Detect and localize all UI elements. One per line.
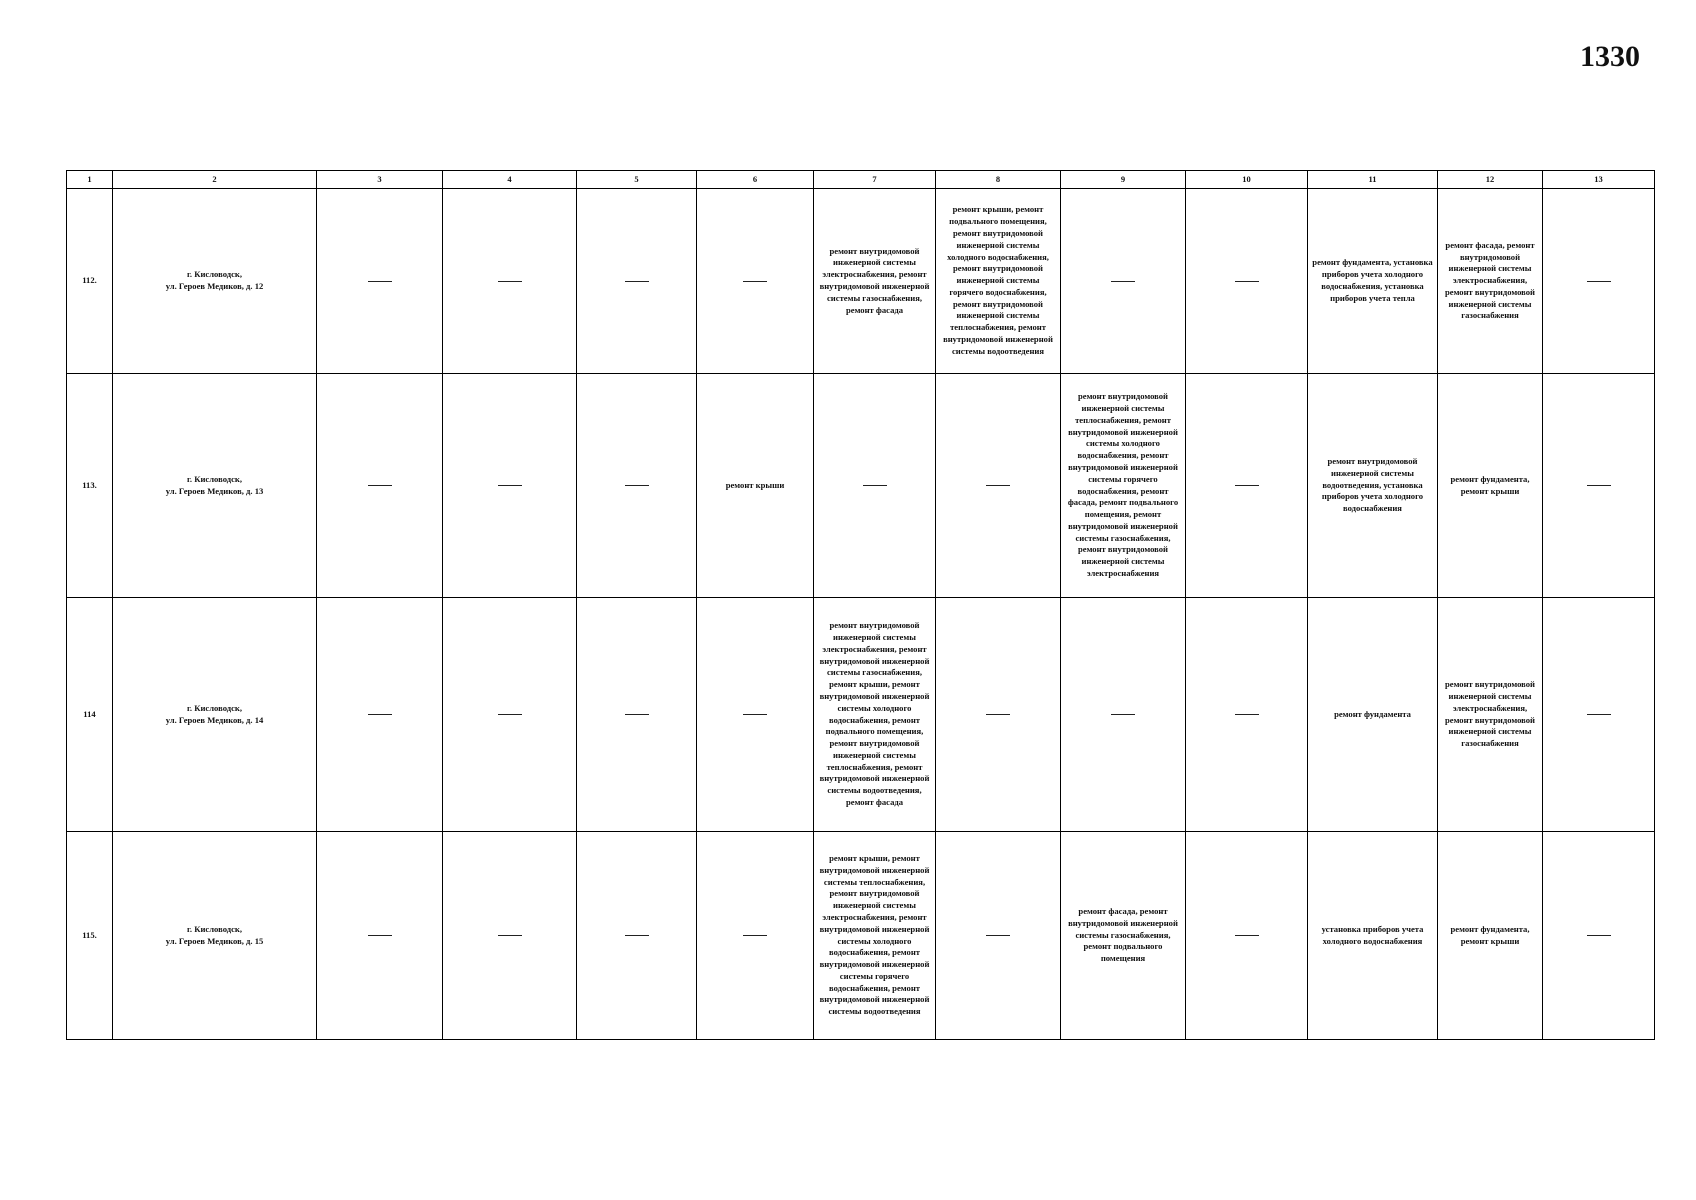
dash-cell — [936, 598, 1061, 832]
dash-cell — [443, 189, 577, 374]
dash-mark — [986, 714, 1010, 715]
dash-cell — [1186, 598, 1308, 832]
dash-cell — [697, 598, 814, 832]
dash-mark — [625, 281, 649, 282]
dash-mark — [1587, 485, 1611, 486]
table-row — [67, 374, 1655, 598]
dash-mark — [368, 281, 392, 282]
dash-mark — [498, 281, 522, 282]
work-cell: ремонт внутридомовой инженерной системы электроснабжения, ремонт внутридомовой инженерной системы газоснабжения, ремонт фасада — [814, 189, 936, 374]
column-header: 4 — [443, 171, 577, 189]
dash-mark — [986, 935, 1010, 936]
dash-cell — [1186, 832, 1308, 1040]
dash-mark — [498, 714, 522, 715]
address-cell — [113, 374, 317, 598]
dash-mark — [986, 485, 1010, 486]
work-cell: ремонт крыши — [697, 374, 814, 598]
dash-cell — [1543, 189, 1655, 374]
column-header: 13 — [1543, 171, 1655, 189]
repair-schedule-table — [66, 170, 1655, 1040]
dash-cell — [317, 832, 443, 1040]
table-row — [67, 598, 1655, 832]
dash-mark — [368, 714, 392, 715]
address-city: г. Кисловодск, — [186, 269, 243, 280]
dash-cell — [1543, 374, 1655, 598]
dash-cell — [1061, 598, 1186, 832]
work-cell: ремонт фундамента, ремонт крыши — [1438, 374, 1543, 598]
dash-mark — [368, 935, 392, 936]
column-header: 1 — [67, 171, 113, 189]
dash-mark — [1587, 935, 1611, 936]
work-cell: ремонт внутридомовой инженерной системы электроснабжения, ремонт внутридомовой инженерной системы газоснабжения — [1438, 598, 1543, 832]
work-cell: ремонт крыши, ремонт подвального помещения, ремонт внутридомовой инженерной системы холодного водоснабжения, ремонт внутридомовой инженерной системы горячего водоснабжения, ремонт внутридомовой инженерной системы теплоснабжения, ремонт внутридомовой инженерной системы водоотведения — [936, 189, 1061, 374]
dash-mark — [863, 485, 887, 486]
dash-cell — [1061, 189, 1186, 374]
column-header: 9 — [1061, 171, 1186, 189]
column-header: 3 — [317, 171, 443, 189]
address-city: г. Кисловодск, — [186, 473, 243, 484]
address-cell — [113, 598, 317, 832]
work-cell: ремонт внутридомовой инженерной системы водоотведения, установка приборов учета холодного водоснабжения — [1308, 374, 1438, 598]
dash-mark — [498, 485, 522, 486]
dash-cell — [443, 598, 577, 832]
dash-cell — [814, 374, 936, 598]
work-cell: установка приборов учета холодного водоснабжения — [1308, 832, 1438, 1040]
column-header: 6 — [697, 171, 814, 189]
dash-mark — [498, 935, 522, 936]
dash-cell — [317, 598, 443, 832]
dash-mark — [625, 714, 649, 715]
dash-cell — [1543, 598, 1655, 832]
table-row — [67, 189, 1655, 374]
dash-cell — [443, 832, 577, 1040]
dash-cell — [1186, 374, 1308, 598]
dash-mark — [625, 485, 649, 486]
address-street: ул. Героев Медиков, д. 13 — [165, 485, 264, 496]
dash-cell — [317, 374, 443, 598]
column-number-header — [67, 171, 1655, 189]
row-number: 112. — [67, 189, 113, 374]
dash-mark — [743, 935, 767, 936]
dash-cell — [1186, 189, 1308, 374]
dash-mark — [368, 485, 392, 486]
row-number: 115. — [67, 832, 113, 1040]
work-cell: ремонт фундамента — [1308, 598, 1438, 832]
dash-cell — [936, 374, 1061, 598]
address-street: ул. Героев Медиков, д. 12 — [165, 281, 264, 291]
column-header: 11 — [1308, 171, 1438, 189]
dash-mark — [1235, 935, 1259, 936]
dash-cell — [317, 189, 443, 374]
dash-mark — [1111, 281, 1135, 282]
column-header: 8 — [936, 171, 1061, 189]
work-cell: ремонт внутридомовой инженерной системы электроснабжения, ремонт внутридомовой инженерной системы газоснабжения, ремонт крыши, ремонт внутридомовой инженерной системы холодного водоснабжения, ремонт подвального помещения, ремонт внутридомовой инженерной системы теплоснабжения, ремонт внутридомовой инженерной системы водоотведения, ремонт фасада — [814, 598, 936, 832]
work-cell: ремонт фундамента, установка приборов учета холодного водоснабжения, установка приборов учета тепла — [1308, 189, 1438, 374]
column-header: 5 — [577, 171, 697, 189]
work-cell: ремонт фасада, ремонт внутридомовой инженерной системы газоснабжения, ремонт подвального помещения — [1061, 832, 1186, 1040]
address-cell — [113, 832, 317, 1040]
address-street: ул. Героев Медиков, д. 15 — [165, 935, 264, 946]
row-number: 114 — [67, 598, 113, 832]
dash-mark — [1111, 714, 1135, 715]
column-header: 7 — [814, 171, 936, 189]
dash-cell — [577, 832, 697, 1040]
work-cell: ремонт фундамента, ремонт крыши — [1438, 832, 1543, 1040]
address-city: г. Кисловодск, — [186, 702, 243, 713]
dash-mark — [743, 281, 767, 282]
dash-mark — [625, 935, 649, 936]
column-header: 2 — [113, 171, 317, 189]
dash-mark — [1587, 281, 1611, 282]
dash-cell — [697, 832, 814, 1040]
work-cell: ремонт крыши, ремонт внутридомовой инженерной системы теплоснабжения, ремонт внутридомовой инженерной системы электроснабжения, ремонт внутридомовой инженерной системы холодного водоснабжения, ремонт внутридомовой инженерной системы горячего водоснабжения, ремонт внутридомовой инженерной системы водоотведения — [814, 832, 936, 1040]
row-number: 113. — [67, 374, 113, 598]
dash-cell — [936, 832, 1061, 1040]
dash-mark — [743, 714, 767, 715]
dash-cell — [577, 189, 697, 374]
dash-mark — [1235, 281, 1259, 282]
dash-mark — [1587, 714, 1611, 715]
dash-cell — [443, 374, 577, 598]
dash-cell — [577, 374, 697, 598]
table-row — [67, 832, 1655, 1040]
address-city: г. Кисловодск, — [186, 923, 243, 934]
dash-cell — [697, 189, 814, 374]
column-header: 12 — [1438, 171, 1543, 189]
dash-mark — [1235, 485, 1259, 486]
column-header: 10 — [1186, 171, 1308, 189]
work-cell: ремонт внутридомовой инженерной системы теплоснабжения, ремонт внутридомовой инженерной системы холодного водоснабжения, ремонт внутридомовой инженерной системы горячего водоснабжения, ремонт фасада, ремонт подвального помещения, ремонт внутридомовой инженерной системы газоснабжения, ремонт внутридомовой инженерной системы электроснабжения — [1061, 374, 1186, 598]
page-number: 1330 — [1580, 40, 1640, 73]
address-street: ул. Героев Медиков, д. 14 — [165, 714, 264, 725]
dash-cell — [577, 598, 697, 832]
work-cell: ремонт фасада, ремонт внутридомовой инженерной системы электроснабжения, ремонт внутридомовой инженерной системы газоснабжения — [1438, 189, 1543, 374]
address-cell — [113, 189, 317, 374]
dash-mark — [1235, 714, 1259, 715]
dash-cell — [1543, 832, 1655, 1040]
